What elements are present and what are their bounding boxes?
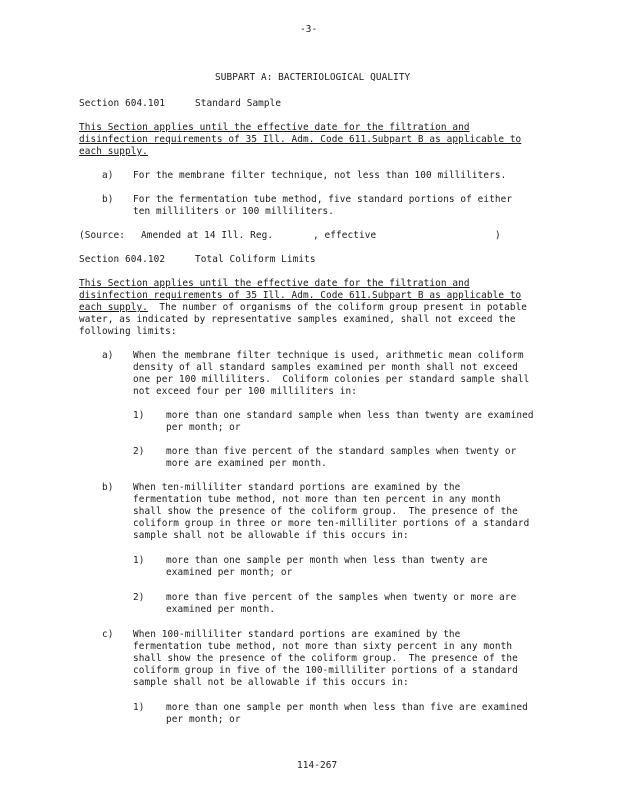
- sec102-intro-line-3-underlined: each supply.: [79, 302, 148, 313]
- sec102-item-b2-label: 2): [133, 592, 145, 603]
- sec102-item-c-line-3: shall show the presence of the coliform group. The presence of the: [133, 653, 518, 664]
- sec102-item-a-line-4: not exceed four per 100 milliliters in:: [133, 386, 358, 397]
- sec102-intro-line-4: water, as indicated by representative samples examined, shall not exceed the: [79, 314, 516, 325]
- sec102-item-a1-label: 1): [133, 410, 145, 421]
- section-604-102-number: Section 604.102: [79, 254, 166, 265]
- sec102-item-c-line-4: coliform group in five of the 100-milliliter portions of a standard: [133, 665, 518, 676]
- sec102-item-b-line-5: sample shall not be allowable if this occurs in:: [133, 530, 409, 541]
- sec102-item-b-line-1: When ten-milliliter standard portions are examined by the: [133, 482, 461, 493]
- sec102-item-c-line-2: fermentation tube method, not more than sixty percent in any month: [133, 641, 513, 652]
- source-note-label: (Source:: [79, 230, 125, 241]
- sec102-item-a2-line-1: more than five percent of the standard samples when twenty or: [166, 446, 517, 457]
- sec101-intro-line-2: disinfection requirements of 35 Ill. Adm. Code 611.Subpart B as applicable to: [79, 134, 522, 145]
- sec101-item-b-line-2: ten milliliters or 100 milliliters.: [133, 206, 335, 217]
- sec102-item-a-label: a): [102, 350, 114, 361]
- sec102-intro-line-1: This Section applies until the effective date for the filtration and: [79, 278, 470, 289]
- sec102-item-c-line-1: When 100-milliliter standard portions are examined by the: [133, 629, 461, 640]
- sec102-item-a-line-2: density of all standard samples examined per month shall not exceed: [133, 362, 518, 373]
- sec102-item-b-label: b): [102, 482, 114, 493]
- sec101-intro-line-1: This Section applies until the effective date for the filtration and: [79, 122, 470, 133]
- sec102-item-a2-label: 2): [133, 446, 145, 457]
- sec102-item-a-line-3: one per 100 milliliters. Coliform colonies per standard sample shall: [133, 374, 530, 385]
- sec102-item-b-line-4: coliform group in three or more ten-milliliter portions of a standard: [133, 518, 530, 529]
- sec101-intro-line-3: each supply.: [79, 146, 148, 157]
- sec102-item-c1-line-1: more than one sample per month when less than five are examined: [166, 702, 528, 713]
- sec102-item-b-line-3: shall show the presence of the coliform group. The presence of the: [133, 506, 518, 517]
- sec102-item-b1-label: 1): [133, 555, 145, 566]
- page-number-bottom: 114-267: [297, 760, 338, 771]
- sec102-item-b2-line-2: examined per month.: [166, 604, 276, 615]
- sec102-item-a1-line-2: per month; or: [166, 422, 241, 433]
- section-604-101-number: Section 604.101: [79, 98, 166, 109]
- sec102-intro-line-3: [79, 302, 527, 314]
- sec102-item-c-line-5: sample shall not be allowable if this occurs in:: [133, 677, 409, 688]
- sec102-intro-line-5: following limits:: [79, 326, 177, 337]
- sec102-item-a-line-1: When the membrane filter technique is used, arithmetic mean coliform: [133, 350, 524, 361]
- sec102-item-b2-line-1: more than five percent of the samples when twenty or more are: [166, 592, 517, 603]
- sec102-item-a2-line-2: more are examined per month.: [166, 458, 327, 469]
- sec102-item-b-line-2: fermentation tube method, not more than ten percent in any month: [133, 494, 501, 505]
- sec102-item-b1-line-2: examined per month; or: [166, 567, 293, 578]
- sec102-intro-line-3-rest: The number of organisms of the coliform group present in potable: [147, 302, 528, 313]
- sec101-item-a-text: For the membrane filter technique, not less than 100 milliliters.: [133, 170, 507, 181]
- sec102-intro-line-2: disinfection requirements of 35 Ill. Adm. Code 611.Subpart B as applicable to: [79, 290, 522, 301]
- section-604-101-title: Standard Sample: [195, 98, 282, 109]
- page-number-top: -3-: [300, 24, 318, 35]
- section-604-102-title: Total Coliform Limits: [195, 254, 316, 265]
- sec102-item-c-label: c): [102, 629, 114, 640]
- sec102-item-c1-line-2: per month; or: [166, 714, 241, 725]
- sec101-item-a-label: a): [102, 170, 114, 181]
- sec102-item-c1-label: 1): [133, 702, 145, 713]
- sec101-item-b-line-1: For the fermentation tube method, five standard portions of either: [133, 194, 513, 205]
- subpart-heading: SUBPART A: BACTERIOLOGICAL QUALITY: [215, 72, 411, 83]
- sec101-item-b-label: b): [102, 194, 114, 205]
- source-note-effective: , effective: [313, 230, 377, 241]
- source-note-close: ): [495, 230, 501, 241]
- source-note-amended: Amended at 14 Ill. Reg.: [141, 230, 274, 241]
- sec102-item-a1-line-1: more than one standard sample when less than twenty are examined: [166, 410, 534, 421]
- sec102-item-b1-line-1: more than one sample per month when less than twenty are: [166, 555, 488, 566]
